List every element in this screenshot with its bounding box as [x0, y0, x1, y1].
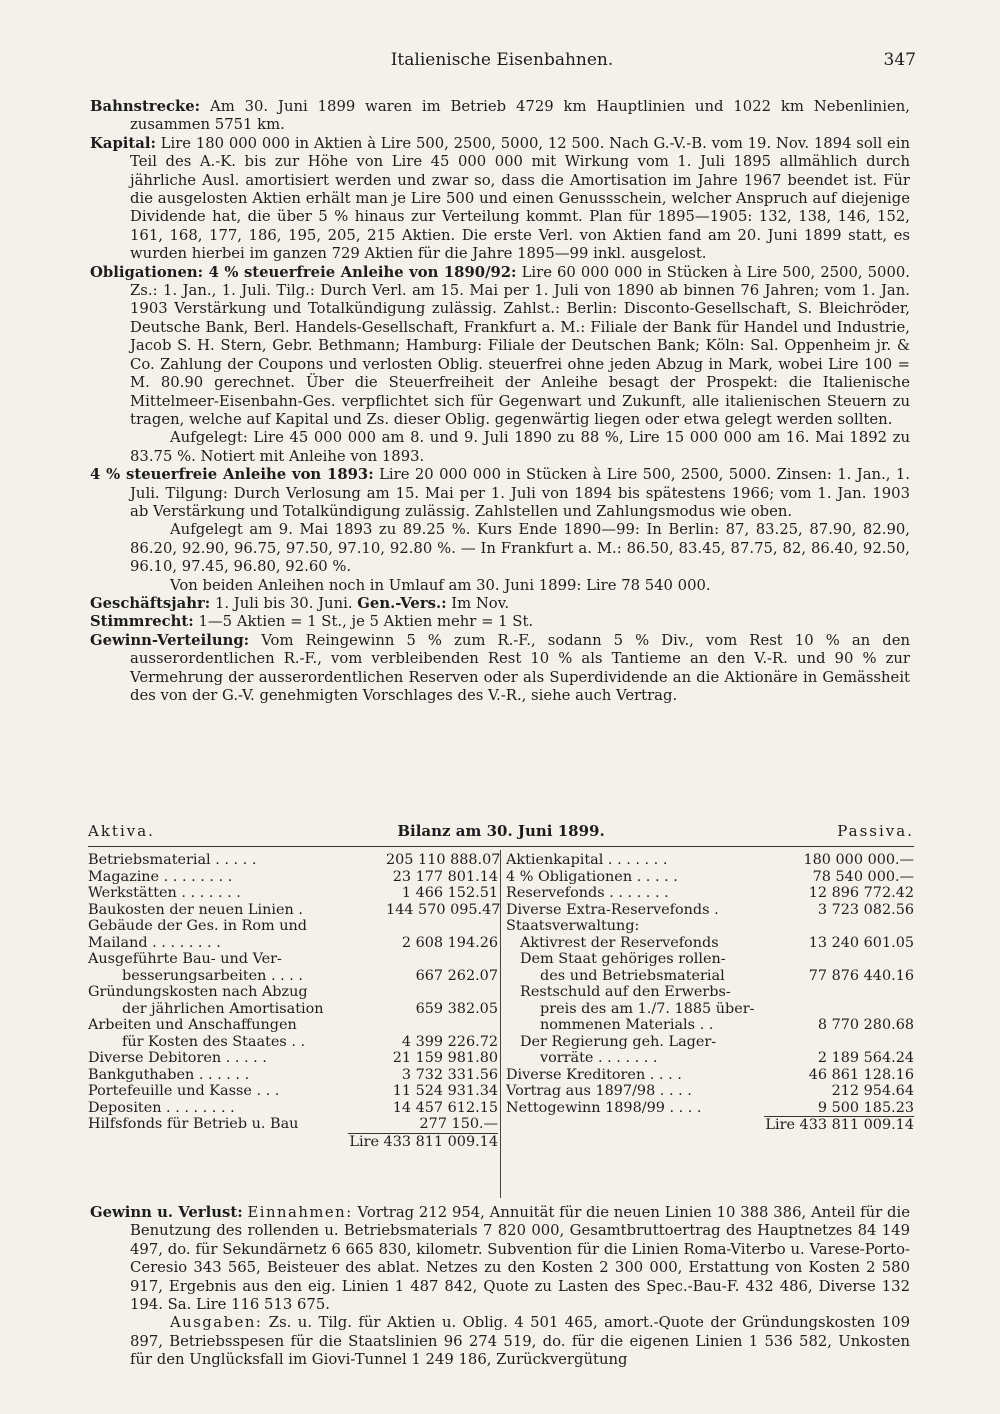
aktiva-row-value: 1 466 152.51 [401, 885, 498, 901]
aktiva-row [88, 901, 501, 919]
aktiva-row-label: für Kosten des Staates . . [122, 1033, 306, 1050]
paragraph-kapital: Kapital: Lire 180 000 000 in Aktien à Lire 500, 2500, 5000, 12 500. Nach G.-V.-B. vom 19. Nov. 1894 soll ein Teil des A.-K. bis zur Höhe von Lire 45 000 000 mit Wirkung vom 1. Juli 1895 allmählich durch jährliche Ausl. amortisiert werden und zwar so, dass die Amortisation im Jahre 1967 beendet ist. Für die ausgelosten Aktien erhält man je Lire 500 und einen Genussschein, welcher Anspruch auf diejenige Dividende hat, die über 5 % hinaus zur Verteilung kommt. Plan für 1895—1905: 132, 138, 146, 152, 161, 168, 177, 186, 195, 205, 215 Aktien. Die erste Verl. von Aktien fand am 20. Juni 1899 statt, es wurden hierbei im ganzen 729 Aktien für die Jahre 1895—99 inkl. ausgelost. [90, 134, 910, 263]
paragraph-ausgaben: Ausgaben: Zs. u. Tilg. für Aktien u. Oblig. 4 501 465, amort.-Quote der Gründungskosten 109 897, Betriebsspesen für die Staatslinien 96 274 519, do. für die eigenen Linien 1 536 582, Unkosten für den Unglücksfall im Giovi-Tunnel 1 249 186, Zurückvergütung [130, 1314, 910, 1369]
passiva-row [506, 1083, 914, 1100]
passiva-row-value: 46 861 128.16 [808, 1066, 914, 1083]
passiva-row-label: preis des am 1./7. 1885 über- [540, 1000, 755, 1017]
passiva-row [506, 1067, 914, 1084]
gewinn-verlust-section [90, 1204, 910, 1370]
passiva-row-label: Dem Staat gehöriges rollen- [520, 951, 726, 967]
bilanz-header [88, 822, 914, 844]
paragraph-aufgelegt-1890: Aufgelegt: Lire 45 000 000 am 8. und 9. Juli 1890 zu 88 %, Lire 15 000 000 am 16. Mai 1892 zu 83.75 %. Notiert mit Anleihe von 1893. [130, 429, 910, 465]
passiva-row-label: Aktivrest der Reservefonds [520, 934, 719, 951]
passiva-row [506, 1001, 914, 1018]
passiva-row [506, 1050, 914, 1067]
passiva-heading: Passiva. [837, 822, 914, 840]
paragraph-geschaeftsjahr: Geschäftsjahr: 1. Juli bis 30. Juni. Gen.-Vers.: Im Nov. [90, 594, 510, 612]
passiva-row-label: vorräte . . . . . . . [540, 1050, 658, 1066]
passiva-row [506, 852, 914, 869]
aktiva-row-value: 3 732 331.56 [401, 1066, 498, 1083]
aktiva-row [88, 951, 498, 968]
aktiva-row [88, 852, 501, 869]
passiva-row [506, 1017, 914, 1034]
aktiva-row [88, 1100, 498, 1117]
passiva-row-label: Aktienkapital . . . . . . . [506, 852, 668, 868]
passiva-row [506, 951, 914, 968]
aktiva-row [88, 1017, 498, 1034]
aktiva-row-value: 21 159 981.80 [392, 1050, 498, 1066]
passiva-row [506, 968, 914, 985]
aktiva-row-label: besserungsarbeiten . . . . [122, 967, 303, 984]
aktiva-row [88, 1116, 498, 1133]
paragraph-gewinn-verteilung: Gewinn-Verteilung: Vom Reingewinn 5 % zum R.-F., sodann 5 % Div., vom Rest 10 % an den ausserordentlichen R.-F., vom verbleibenden Rest 10 % als Tantieme an den V.-R. und 90 % zur Vermehrung der ausserordentlichen Reserven oder als Superdividende an die Aktionäre in Gemässheit des von der G.-V. genehmigten Vorschlages des V.-R., siehe auch Vertrag. [90, 631, 910, 704]
aktiva-row-label: Depositen . . . . . . . . [88, 1099, 235, 1116]
aktiva-row [88, 918, 498, 935]
passiva-row-label: nommenen Materials . . [540, 1017, 714, 1033]
page-title: Italienische Eisenbahnen. [390, 50, 614, 70]
aktiva-row-label: Diverse Debitoren . . . . . [88, 1050, 267, 1066]
passiva-row-label: Diverse Extra-Reservefonds . [506, 901, 719, 918]
passiva-row-label: Staatsverwaltung: [506, 918, 640, 934]
passiva-row [506, 869, 914, 886]
paragraph-aufgelegt-1893: Aufgelegt am 9. Mai 1893 zu 89.25 %. Kurs Ende 1890—99: In Berlin: 87, 83.25, 87.90, 82.90, 86.20, 92.90, 96.75, 97.50, 97.10, 92.80 %. — In Frankfurt a. M.: 86.50, 83.45, 87.75, 82, 86.40, 92.50, 96.10, 97.45, 96.80, 92.60 %. [130, 521, 910, 576]
aktiva-row-value: 11 524 931.34 [392, 1083, 498, 1099]
aktiva-row [88, 885, 498, 902]
passiva-row-value: 13 240 601.05 [808, 934, 914, 951]
passiva-row-label: Reservefonds . . . . . . . [506, 885, 669, 901]
aktiva-row-value: 277 150.— [419, 1116, 498, 1132]
aktiva-row-value: 205 110 888.07 [386, 852, 501, 868]
aktiva-row [88, 1034, 498, 1051]
bilanz-column-divider [500, 850, 501, 1198]
passiva-table [506, 852, 914, 1134]
paragraph-einnahmen: Gewinn u. Verlust: Einnahmen: Vortrag 212 954, Annuität für die neuen Linien 10 388 386, Anteil für die Benutzung des rollenden u. Betriebsmaterials 7 820 000, Gesamtbruttoertrag des Hauptnetzes 84 149 497, do. für Sekundärnetz 6 665 830, kilometr. Subvention für die Linien Roma-Viterbo u. Varese-Porto-Ceresio 343 565, Beisteuer des ablat. Netzes zu den Kosten 2 300 000, Erstattung von Kosten 2 580 917, Ergebnis aus den eig. Linien 1 487 842, Quote zu Lasten des Spec.-Bau-F. 432 486, Diverse 132 194. Sa. Lire 116 513 675. [90, 1204, 910, 1314]
passiva-total: Lire 433 811 009.14 [765, 1117, 914, 1133]
aktiva-row [88, 984, 498, 1001]
aktiva-row-label: Betriebsmaterial . . . . . [88, 852, 257, 868]
aktiva-row-label: Ausgeführte Bau- und Ver- [88, 951, 282, 967]
passiva-row [506, 935, 914, 952]
passiva-row-value: 180 000 000.— [803, 852, 914, 868]
aktiva-row-label: Magazine . . . . . . . . [88, 868, 233, 885]
aktiva-row [88, 935, 498, 952]
page-number: 347 [883, 50, 916, 70]
aktiva-row-label: Mailand . . . . . . . . [88, 934, 221, 951]
paragraph-obligationen: Obligationen: 4 % steuerfreie Anleihe von 1890/92: Lire 60 000 000 in Stücken à Lire 500, 2500, 5000. Zs.: 1. Jan., 1. Juli. Tilg.: Durch Verl. am 15. Mai per 1. Juli von 1890 ab binnen 76 Jahren; vom 1. Jan. 1903 Verstärkung und Totalkündigung zulässig. Zahlst.: Berlin: Disconto-Gesellschaft, S. Bleichröder, Deutsche Bank, Berl. Handels-Gesellschaft, Frankfurt a. M.: Filiale der Bank für Handel und Industrie, Jacob S. H. Stern, Gebr. Bethmann; Hamburg: Filiale der Deutschen Bank; Köln: Sal. Oppenheim jr. & Co. Zahlung der Coupons und verlosten Oblig. steuerfrei ohne jeden Abzug in Mark, wobei Lire 100 = M. 80.90 gerechnet. Über die Steuerfreiheit der Anleihe besagt der Prospekt: die Italienische Mittelmeer-Eisenbahn-Ges. verpflichtet sich für Gegenwart und Zukunft, alle italienischen Steuern zu tragen, welche auf Kapital und Zs. dieser Oblig. gegenwärtig liegen oder etwa gelegt werden sollten. [90, 263, 910, 428]
passiva-row-label: Diverse Kreditoren . . . . [506, 1066, 682, 1083]
aktiva-row-label: Baukosten der neuen Linien . [88, 901, 303, 918]
aktiva-row [88, 968, 498, 985]
passiva-row-label: Restschuld auf den Erwerbs- [520, 984, 731, 1000]
passiva-row-value: 2 189 564.24 [817, 1050, 914, 1066]
page-header [88, 50, 916, 74]
paragraph-stimmrecht: Stimmrecht: 1—5 Aktien = 1 St., je 5 Aktien mehr = 1 St. [90, 613, 534, 631]
passiva-row-label: Der Regierung geh. Lager- [520, 1033, 717, 1050]
passiva-row-label: Vortrag aus 1897/98 . . . . [506, 1083, 692, 1099]
aktiva-row-value: 2 608 194.26 [401, 934, 498, 951]
aktiva-row [88, 869, 498, 886]
aktiva-heading: Aktiva. [88, 822, 155, 840]
paragraph-umlauf: Von beiden Anleihen noch in Umlauf am 30. Juni 1899: Lire 78 540 000. [170, 576, 711, 594]
aktiva-row-value: 4 399 226.72 [401, 1033, 498, 1050]
aktiva-table [88, 852, 501, 1150]
aktiva-row [88, 1050, 498, 1067]
aktiva-total-row [88, 1133, 498, 1151]
aktiva-row-label: Bankguthaben . . . . . . [88, 1066, 250, 1083]
aktiva-row-value: 23 177 801.14 [392, 868, 498, 885]
aktiva-row-label: der jährlichen Amortisation [122, 1000, 324, 1017]
passiva-row-value: 9 500 185.23 [817, 1099, 914, 1116]
aktiva-row [88, 1067, 498, 1084]
paragraph-anleihe-1893: 4 % steuerfreie Anleihe von 1893: Lire 20 000 000 in Stücken à Lire 500, 2500, 5000. Zinsen: 1. Jan., 1. Juli. Tilgung: Durch Verlosung am 15. Mai per 1. Juli von 1894 bis spätestens 1966; vom 1. Jan. 1903 ab Verstärkung und Totalkündigung zulässig. Zahlstellen und Zahlungsmodus wie oben. [90, 466, 910, 520]
passiva-row-label: Nettogewinn 1898/99 . . . . [506, 1099, 702, 1116]
paragraph-bahnstrecke: Bahnstrecke: Am 30. Juni 1899 waren im Betrieb 4729 km Hauptlinien und 1022 km Nebenlinien, zusammen 5751 km. [90, 98, 910, 134]
passiva-row [506, 1034, 914, 1051]
aktiva-row-label: Gründungskosten nach Abzug [88, 984, 308, 1000]
aktiva-row [88, 1001, 498, 1018]
passiva-row-value: 78 540 000.— [812, 868, 914, 885]
passiva-total-row [506, 1116, 914, 1134]
passiva-row [506, 918, 914, 935]
passiva-row-value: 77 876 440.16 [808, 967, 914, 984]
aktiva-row-label: Werkstätten . . . . . . . [88, 885, 241, 901]
passiva-row-value: 3 723 082.56 [817, 901, 914, 918]
aktiva-total: Lire 433 811 009.14 [349, 1133, 498, 1150]
passiva-row [506, 902, 914, 919]
aktiva-row-label: Portefeuille und Kasse . . . [88, 1083, 280, 1099]
aktiva-row-label: Gebäude der Ges. in Rom und [88, 918, 308, 934]
passiva-row-label: des und Betriebsmaterial [540, 967, 725, 984]
aktiva-row-value: 144 570 095.47 [386, 901, 501, 918]
bilanz-top-rule [88, 846, 914, 847]
passiva-row-value: 212 954.64 [831, 1083, 914, 1099]
aktiva-row-label: Hilfsfonds für Betrieb u. Bau [88, 1116, 299, 1132]
passiva-row [506, 984, 914, 1001]
aktiva-row-value: 14 457 612.15 [392, 1099, 498, 1116]
passiva-row-value: 12 896 772.42 [808, 885, 914, 901]
bilanz-title: Bilanz am 30. Juni 1899. [397, 822, 605, 840]
passiva-row [506, 885, 914, 902]
aktiva-row [88, 1083, 498, 1100]
aktiva-row-value: 667 262.07 [415, 967, 498, 984]
passiva-row [506, 1100, 914, 1117]
aktiva-row-value: 659 382.05 [415, 1000, 498, 1017]
passiva-row-label: 4 % Obligationen . . . . . [506, 868, 678, 885]
aktiva-row-label: Arbeiten und Anschaffungen [88, 1017, 297, 1033]
passiva-row-value: 8 770 280.68 [817, 1017, 914, 1033]
company-description [90, 98, 910, 705]
